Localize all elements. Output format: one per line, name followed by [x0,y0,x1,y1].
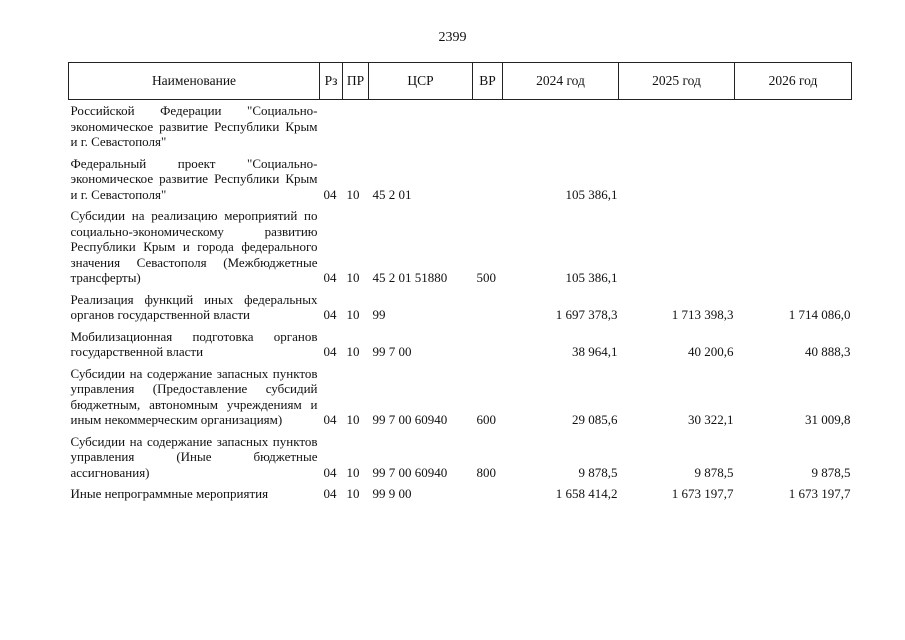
table-row [69,100,852,150]
cell-y2024: 105 386,1 [565,270,618,285]
table-body [69,100,852,502]
cell-name: Субсидии на содержание запасных пунктов управления (Иные бюджетные ассигнования) [70,433,318,480]
cell-vr: 800 [476,464,496,480]
cell-csr: 99 [372,307,386,322]
cell-name: Реализация функций иных федеральных органов государственной власти [70,291,318,322]
cell-name: Субсидии на реализацию мероприятий по социально-экономическому развитию Республики Крым и города федерального значения Севастополя (Межбюджетные трансферты) [70,208,318,285]
cell-y2025: 1 713 398,3 [671,307,734,322]
cell-rz: 04 [323,486,337,501]
cell-y2024: 29 085,6 [572,412,618,427]
cell-csr: 99 7 00 60940 [372,464,448,480]
header-csr: ЦСР [369,63,473,100]
cell-y2026: 9 878,5 [811,464,851,480]
cell-y2024: 105 386,1 [565,186,618,202]
cell-csr: 45 2 01 51880 [372,270,448,285]
header-2026: 2026 год [735,63,852,100]
cell-pr: 10 [346,412,360,427]
cell-vr [473,150,503,203]
cell-rz: 04 [323,412,337,427]
cell-name: Российской Федерации "Социально-экономическое развитие Республики Крым и г. Севастополя" [70,103,318,149]
cell-csr [369,100,473,150]
header-name: Наименование [69,63,320,100]
cell-csr: 99 7 00 60940 [372,412,448,427]
cell-name: Субсидии на содержание запасных пунктов управления (Предоставление субсидий бюджетным, автономным учреждениям и иным некоммерческим организациям) [70,365,318,427]
header-vr: ВР [473,63,503,100]
cell-vr [473,480,503,502]
cell-name: Мобилизационная подготовка органов государственной власти [70,328,318,359]
cell-y2024: 9 878,5 [578,464,618,480]
cell-vr: 500 [476,270,496,285]
cell-csr: 99 9 00 [372,486,412,501]
cell-y2025 [619,150,735,203]
cell-y2025: 9 878,5 [694,464,734,480]
cell-name: Федеральный проект "Социально-экономическое развитие Республики Крым и г. Севастополя" [70,155,318,202]
cell-pr: 10 [346,464,360,480]
cell-y2026: 40 888,3 [805,344,851,359]
cell-y2026: 31 009,8 [805,412,851,427]
page-number: 2399 [438,30,467,45]
cell-y2025 [619,100,735,150]
cell-y2026 [735,100,852,150]
cell-y2025 [619,202,735,286]
cell-vr [473,323,503,360]
cell-y2026 [735,202,852,286]
cell-name: Иные непрограммные мероприятия [70,486,269,501]
table-row [69,428,852,481]
cell-y2026: 1 673 197,7 [788,486,851,501]
header-2024: 2024 год [503,63,619,100]
cell-y2026 [735,150,852,203]
cell-rz: 04 [323,464,337,480]
cell-y2024: 1 697 378,3 [555,307,618,322]
cell-y2025: 1 673 197,7 [671,486,734,501]
cell-rz: 04 [323,270,337,285]
table-row [69,323,852,360]
header-pr: ПР [343,63,369,100]
cell-pr: 10 [346,186,360,202]
cell-pr: 10 [346,307,360,322]
cell-y2026: 1 714 086,0 [788,307,851,322]
table-header-row [69,63,852,100]
table-row [69,150,852,203]
table-row [69,360,852,428]
table-row [69,286,852,323]
cell-y2025: 40 200,6 [688,344,734,359]
cell-rz [320,100,343,150]
cell-vr [473,286,503,323]
cell-rz: 04 [323,307,337,322]
cell-y2024 [503,100,619,150]
cell-pr: 10 [346,344,360,359]
header-rz: Рз [320,63,343,100]
cell-vr: 600 [476,412,496,427]
cell-pr [343,100,369,150]
header-2025: 2025 год [619,63,735,100]
cell-rz: 04 [323,186,337,202]
table-row [69,202,852,286]
cell-y2024: 38 964,1 [572,344,618,359]
cell-pr: 10 [346,486,360,501]
cell-vr [473,100,503,150]
cell-rz: 04 [323,344,337,359]
cell-pr: 10 [346,270,360,285]
cell-y2024: 1 658 414,2 [555,486,618,501]
cell-csr: 99 7 00 [372,344,412,359]
cell-y2025: 30 322,1 [688,412,734,427]
table-row [69,480,852,502]
budget-table [68,62,852,502]
cell-csr: 45 2 01 [372,186,412,202]
